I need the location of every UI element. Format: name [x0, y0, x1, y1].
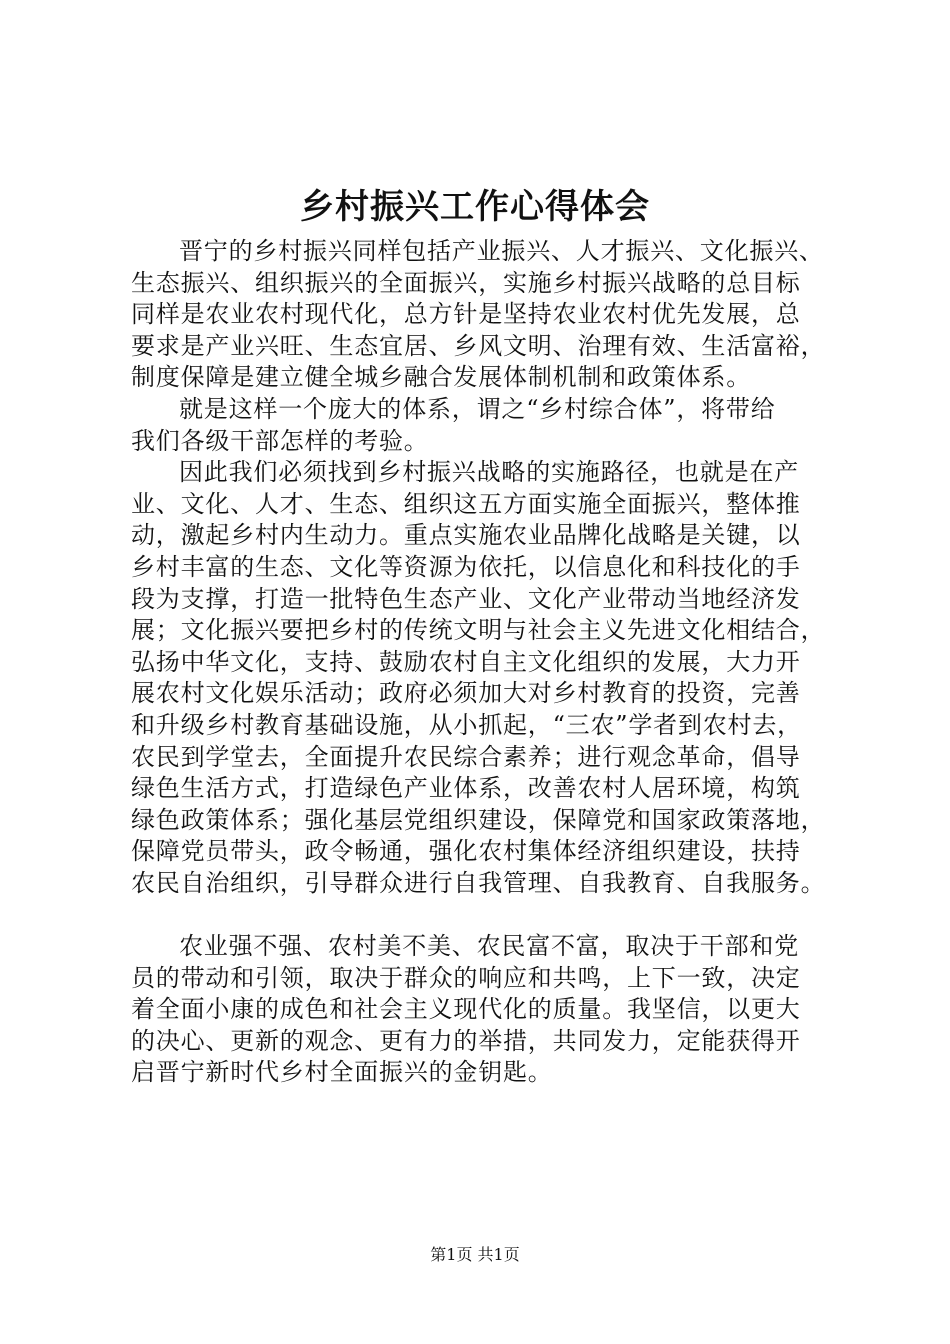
text-line: 制度保障是建立健全城乡融合发展体制机制和政策体系。 — [131, 363, 751, 392]
text-line: 和升级乡村教育基础设施，从小抓起，“三农”学者到农村去， — [131, 710, 802, 739]
text-line: 动，激起乡村内生动力。重点实施农业品牌化战略是关键，以 — [131, 521, 801, 550]
text-line: 生态振兴、组织振兴的全面振兴，实施乡村振兴战略的总目标 — [131, 268, 801, 297]
text-line: 要求是产业兴旺、生态宜居、乡风文明、治理有效、生活富裕， — [131, 331, 826, 360]
paragraph-3 — [131, 457, 851, 899]
page-number-footer: 第1页 共1页 — [430, 1245, 520, 1264]
text-line: 因此我们必须找到乡村振兴战略的实施路径，也就是在产 — [179, 458, 799, 487]
text-line: 就是这样一个庞大的体系，谓之“乡村综合体”，将带给 — [179, 394, 776, 423]
text-line: 农民自治组织，引导群众进行自我管理、自我教育、自我服务。 — [131, 868, 826, 897]
paragraph-4 — [131, 931, 851, 1089]
text-line: 着全面小康的成色和社会主义现代化的质量。我坚信，以更大 — [131, 995, 801, 1024]
paragraph-spacer — [131, 899, 851, 931]
text-line: 绿色政策体系；强化基层党组织建设，保障党和国家政策落地， — [131, 805, 826, 834]
text-line: 段为支撑，打造一批特色生态产业、文化产业带动当地经济发 — [131, 584, 801, 613]
paragraph-2 — [131, 394, 851, 457]
text-line: 展；文化振兴要把乡村的传统文明与社会主义先进文化相结合， — [131, 616, 826, 645]
text-line: 同样是农业农村现代化，总方针是坚持农业农村优先发展，总 — [131, 300, 801, 329]
text-line: 我们各级干部怎样的考验。 — [131, 426, 429, 455]
text-line: 农民到学堂去，全面提升农民综合素养；进行观念革命，倡导 — [131, 742, 801, 771]
text-line: 晋宁的乡村振兴同样包括产业振兴、人才振兴、文化振兴、 — [179, 237, 824, 265]
text-line: 启晋宁新时代乡村全面振兴的金钥匙。 — [131, 1058, 553, 1087]
text-line: 业、文化、人才、生态、组织这五方面实施全面振兴，整体推 — [131, 489, 801, 518]
document-body — [131, 236, 851, 1089]
text-line: 保障党员带头，政令畅通，强化农村集体经济组织建设，扶持 — [131, 837, 801, 866]
document-title: 乡村振兴工作心得体会 — [300, 187, 650, 227]
text-line: 展农村文化娱乐活动；政府必须加大对乡村教育的投资，完善 — [131, 679, 801, 708]
text-line: 弘扬中华文化，支持、鼓励农村自主文化组织的发展，大力开 — [131, 647, 801, 676]
text-line: 绿色生活方式，打造绿色产业体系，改善农村人居环境，构筑 — [131, 774, 801, 803]
text-line: 乡村丰富的生态、文化等资源为依托，以信息化和科技化的手 — [131, 552, 801, 581]
text-line: 农业强不强、农村美不美、农民富不富，取决于干部和党 — [179, 932, 799, 961]
text-line: 员的带动和引领，取决于群众的响应和共鸣，上下一致，决定 — [131, 963, 801, 992]
text-line: 的决心、更新的观念、更有力的举措，共同发力，定能获得开 — [131, 1026, 801, 1055]
paragraph-1 — [131, 236, 851, 394]
